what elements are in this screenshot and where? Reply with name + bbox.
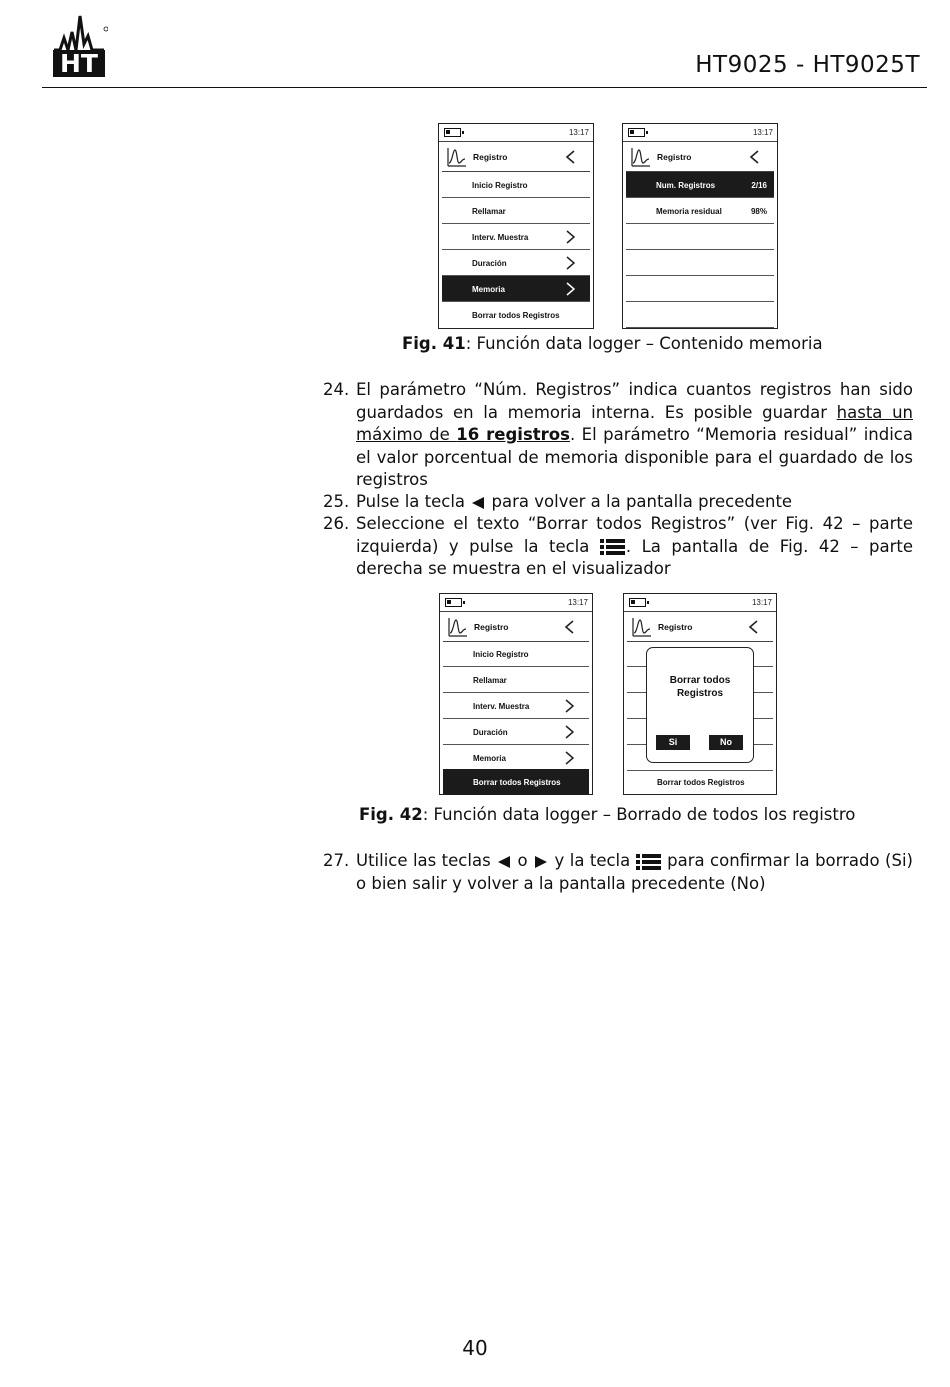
battery-icon [629, 598, 646, 607]
step-25: 25. Pulse la tecla para volver a la pantalla precedente [323, 492, 793, 511]
chevron-right-icon [566, 230, 575, 244]
empty-row [626, 250, 774, 276]
screen-title: Registro [473, 152, 508, 162]
screen-title-bar [442, 142, 590, 172]
screen-title-bar [627, 612, 773, 642]
fig41-left-screen [438, 123, 594, 329]
screen-title: Registro [658, 622, 693, 632]
step-24: 24. El parámetro “Núm. Registros” indica cuantos registros han sido guardados en la memoria interna. Es posible guardar hasta un máximo de 16 registros. El parámetro “Memoria residual” indica el valor porcentual de memoria disponible para el guardado de los registros [323, 380, 914, 489]
dialog-message: Borrar todos Registros [669, 675, 731, 699]
clock-time: 13:17 [567, 598, 588, 607]
menu-item-memoria[interactable]: Memoria [443, 745, 589, 771]
ht-logo [50, 10, 108, 78]
memoria-residual-value: 98% [750, 207, 767, 216]
screen-title-bar [626, 142, 774, 172]
clock-time: 13:17 [752, 128, 773, 137]
param-num-registros[interactable]: Num. Registros 2/16 [626, 172, 774, 198]
menu-item-inicio-registro[interactable]: Inicio Registro [442, 172, 590, 198]
param-memoria-residual[interactable]: Memoria residual 98% [626, 198, 774, 224]
status-bar [440, 594, 592, 612]
fig42-caption: Fig. 42: Función data logger – Borrado de todos los registro [359, 805, 856, 824]
step-27: 27. Utilice las teclas o y la tecla para confirmar la borrado (Si) o bien salir y volver a la pantalla precedente (No) [323, 851, 913, 893]
screen-title: Registro [657, 152, 692, 162]
chevron-right-icon [565, 699, 574, 713]
fig41-caption: Fig. 41: Función data logger – Contenido memoria [402, 334, 823, 353]
chevron-right-icon [566, 282, 575, 296]
status-bar [623, 124, 777, 142]
waveform-icon [447, 147, 467, 167]
menu-item-duracion[interactable]: Duración [443, 719, 589, 745]
menu-item-inicio-registro[interactable]: Inicio Registro [443, 641, 589, 667]
fig42-left-screen [439, 593, 593, 795]
menu-key-icon [636, 853, 662, 871]
waveform-icon [448, 617, 468, 637]
menu-item-rellamar[interactable]: Rellamar [443, 667, 589, 693]
left-arrow-key-icon [496, 855, 512, 869]
clock-time: 13:17 [751, 598, 772, 607]
back-chevron-icon[interactable] [564, 620, 575, 634]
menu-key-icon [600, 538, 626, 556]
screen-title: Registro [474, 622, 509, 632]
chevron-right-icon [565, 725, 574, 739]
confirm-delete-dialog [646, 647, 754, 763]
back-chevron-icon[interactable] [565, 150, 576, 164]
yes-button[interactable]: Si [656, 735, 690, 750]
back-chevron-icon[interactable] [749, 150, 760, 164]
menu-item-borrar-todos[interactable]: Borrar todos Registros [472, 311, 560, 320]
fig41-right-screen [622, 123, 778, 329]
empty-row [626, 302, 774, 328]
status-bar [624, 594, 776, 612]
right-arrow-key-icon [533, 855, 549, 869]
menu-item-duracion[interactable]: Duración [442, 250, 590, 276]
menu-item-interv-muestra[interactable]: Interv. Muestra [443, 693, 589, 719]
chevron-right-icon [566, 256, 575, 270]
menu-item-memoria[interactable]: Memoria [442, 276, 590, 302]
header-divider [42, 87, 927, 88]
waveform-icon [631, 147, 651, 167]
screen-title-bar [443, 612, 589, 642]
no-button[interactable]: No [709, 735, 743, 750]
num-registros-value: 2/16 [751, 181, 767, 190]
left-arrow-key-icon [470, 496, 486, 510]
battery-icon [444, 128, 461, 137]
menu-item-borrar-todos[interactable]: Borrar todos Registros [443, 769, 589, 795]
empty-row [626, 224, 774, 250]
battery-icon [628, 128, 645, 137]
battery-icon [445, 598, 462, 607]
clock-time: 13:17 [568, 128, 589, 137]
step-26: 26. Seleccione el texto “Borrar todos Registros” (ver Fig. 42 – parte izquierda) y pulse la tecla . La pantalla de Fig. 42 – parte derecha se muestra en el visualizador [323, 514, 913, 578]
page-number: 40 [462, 1336, 488, 1360]
back-chevron-icon[interactable] [748, 620, 759, 634]
document-title: HT9025 - HT9025T [695, 52, 920, 78]
waveform-icon [632, 617, 652, 637]
menu-item-rellamar[interactable]: Rellamar [442, 198, 590, 224]
fig42-right-screen [623, 593, 777, 795]
empty-row [626, 276, 774, 302]
menu-item-borrar-todos: Borrar todos Registros [657, 778, 745, 787]
status-bar [439, 124, 593, 142]
menu-item-interv-muestra[interactable]: Interv. Muestra [442, 224, 590, 250]
logo-text: HT [60, 49, 98, 78]
chevron-right-icon [565, 751, 574, 765]
